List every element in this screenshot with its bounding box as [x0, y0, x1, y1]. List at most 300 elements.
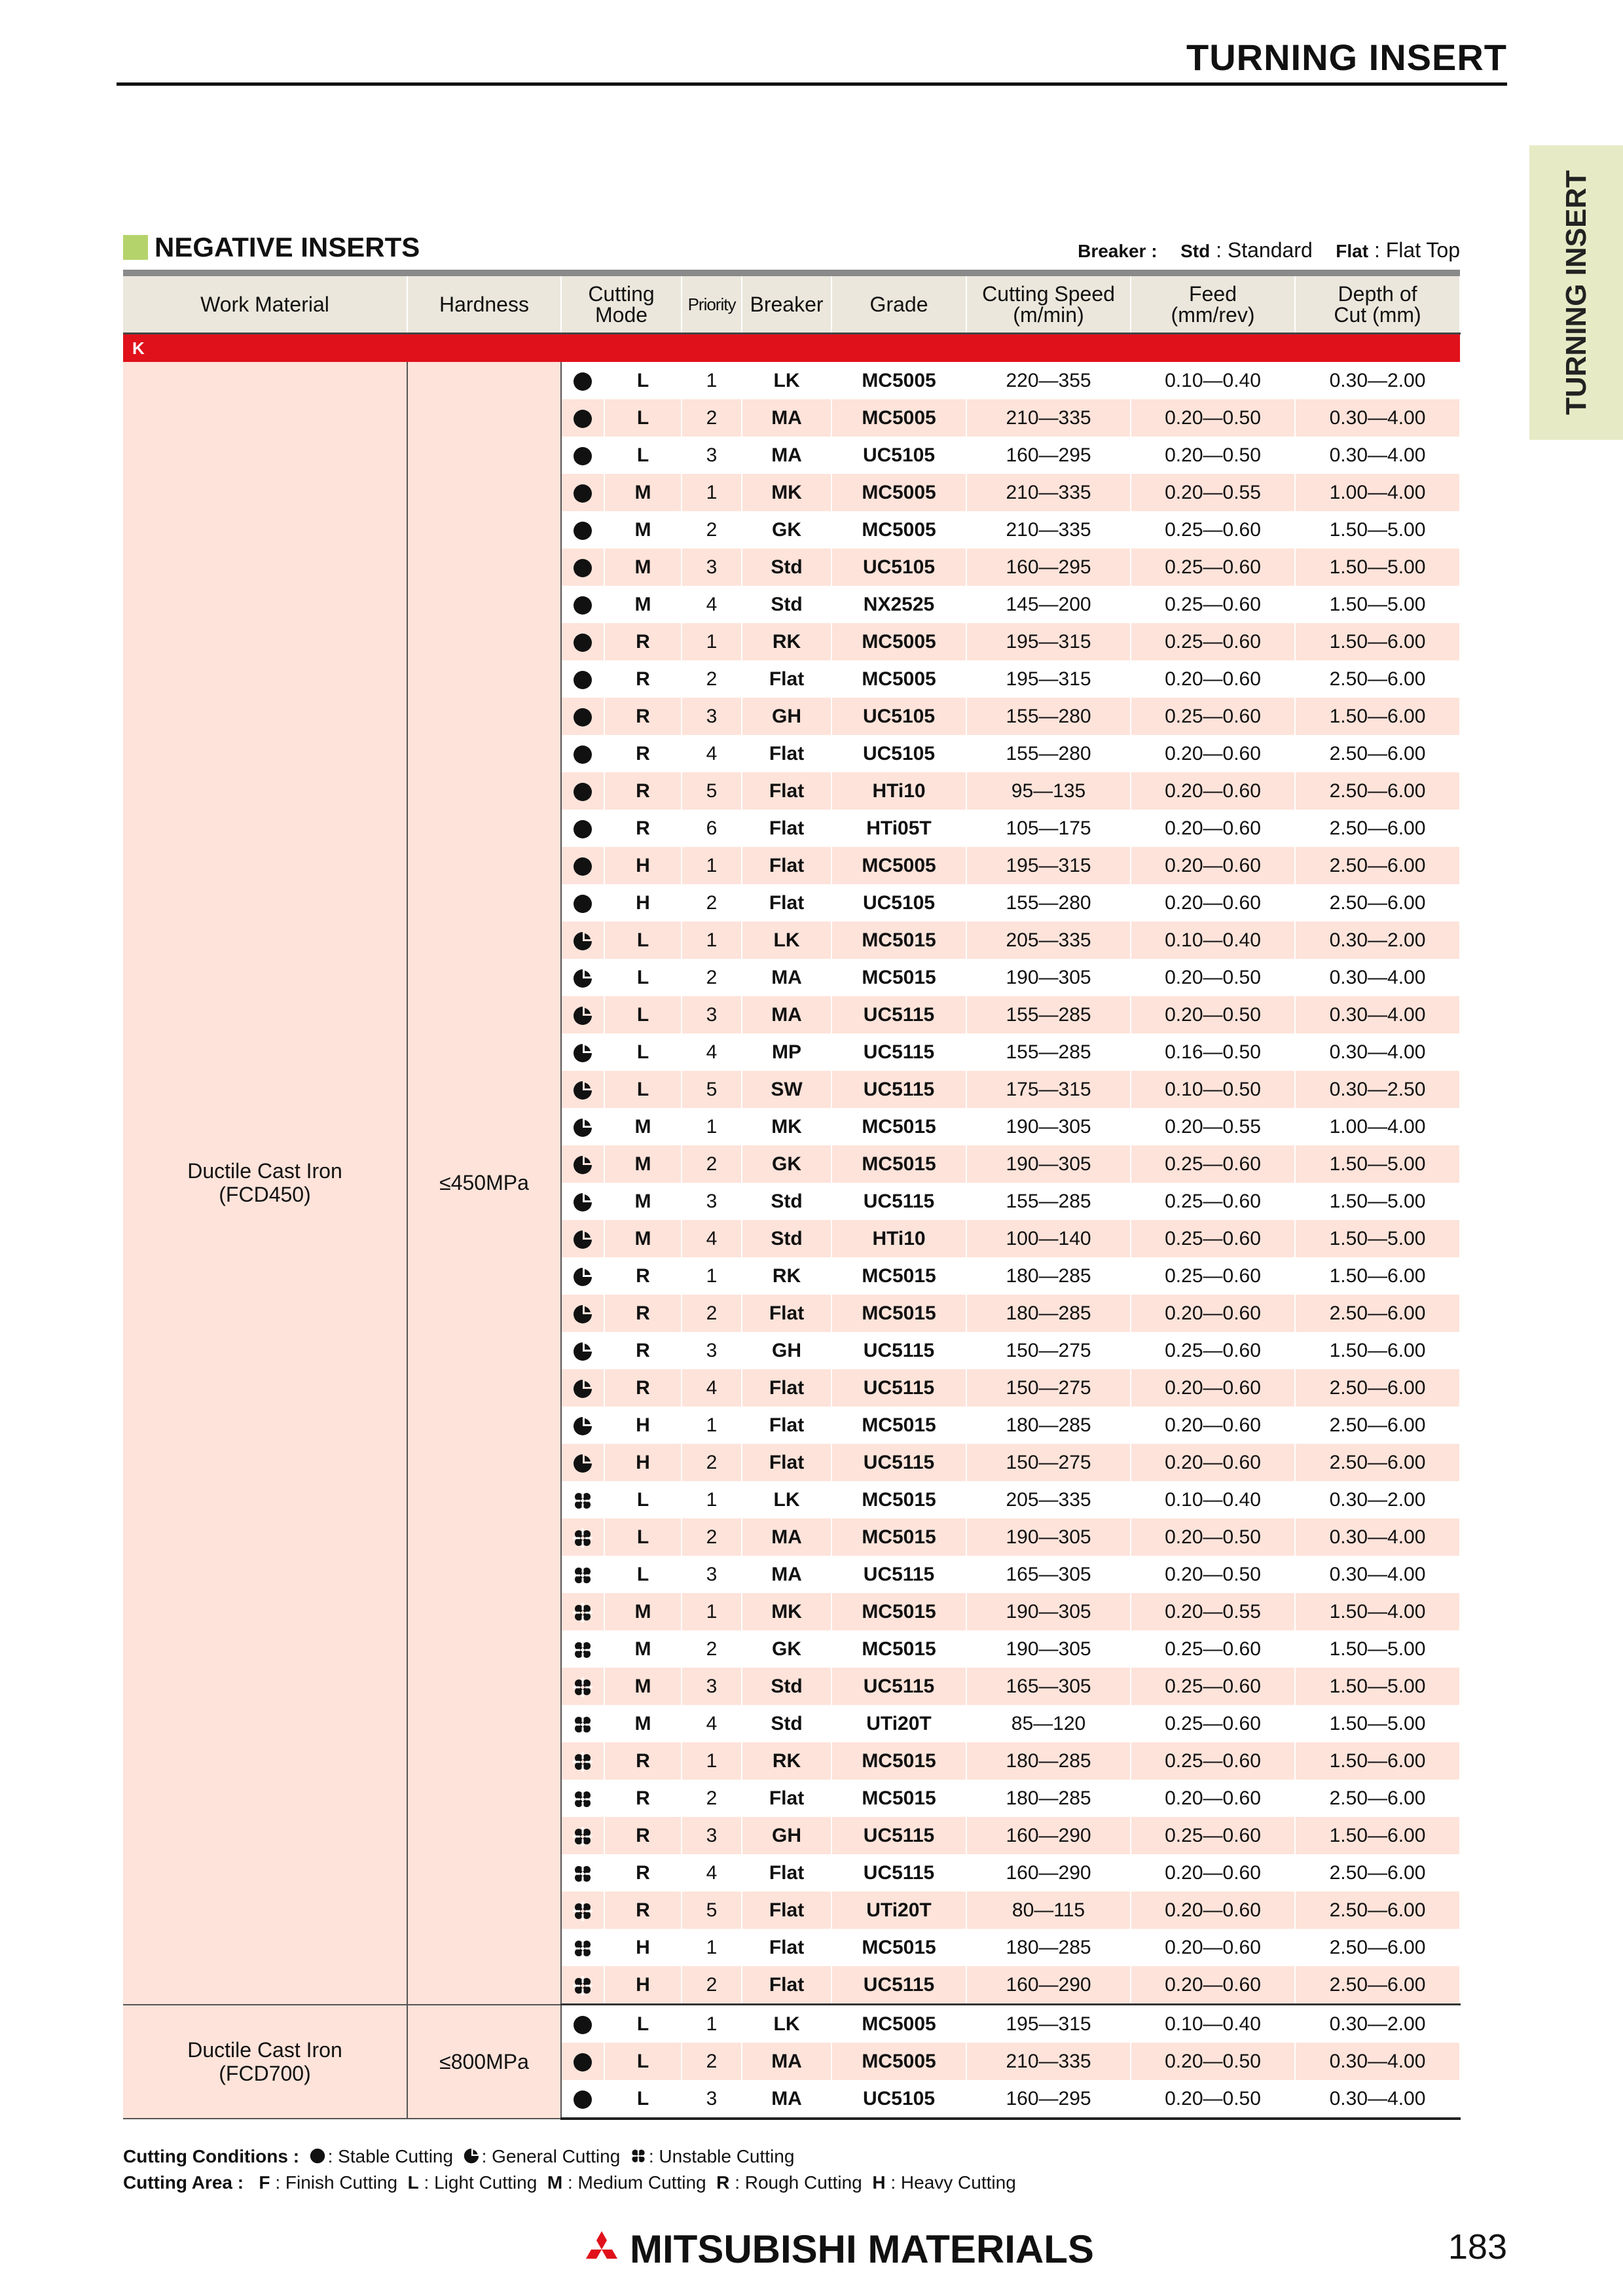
breaker-cell: Flat — [742, 772, 831, 810]
feed-cell: 0.20—0.50 — [1131, 437, 1295, 474]
cutting-speed-cell: 210—335 — [966, 474, 1131, 511]
feed-cell: 0.20—0.55 — [1131, 1593, 1295, 1630]
cutting-speed-cell: 210—335 — [966, 511, 1131, 548]
priority-cell: 4 — [682, 1369, 742, 1407]
priority-cell: 2 — [682, 1630, 742, 1668]
feed-cell: 0.25—0.60 — [1131, 698, 1295, 735]
cutting-speed-cell: 160—290 — [966, 1817, 1131, 1854]
depth-of-cut-cell: 1.50—5.00 — [1295, 548, 1460, 586]
grade-cell: UC5105 — [831, 548, 966, 586]
breaker-cell: Std — [742, 1183, 831, 1220]
depth-of-cut-cell: 1.50—5.00 — [1295, 511, 1460, 548]
medium-text: : Medium Cutting — [567, 2172, 706, 2193]
side-tab-label: TURNING INSERT — [1559, 170, 1592, 415]
unstable-cutting-icon — [573, 1901, 593, 1921]
grade-cell: UC5115 — [831, 1556, 966, 1593]
condition-icon-cell — [561, 2043, 604, 2080]
depth-of-cut-cell: 1.50—4.00 — [1295, 1593, 1460, 1630]
grade-cell: MC5005 — [831, 2005, 966, 2043]
general-cutting-icon — [573, 1230, 593, 1249]
col-cutting-mode: Cutting Mode — [561, 276, 682, 334]
depth-of-cut-cell: 1.50—6.00 — [1295, 1742, 1460, 1780]
depth-of-cut-cell: 0.30—2.00 — [1295, 922, 1460, 959]
grade-cell: MC5005 — [831, 511, 966, 548]
grade-cell: HTi05T — [831, 810, 966, 847]
feed-cell: 0.20—0.50 — [1131, 1518, 1295, 1556]
condition-icon-cell — [561, 1183, 604, 1220]
cutting-area-cell: L — [604, 362, 682, 399]
condition-icon-cell — [561, 586, 604, 623]
unstable-cutting-text: : Unstable Cutting — [648, 2146, 795, 2166]
breaker-cell: MA — [742, 1518, 831, 1556]
priority-cell: 1 — [682, 1929, 742, 1966]
cutting-area-cell: M — [604, 474, 682, 511]
condition-icon-cell — [561, 474, 604, 511]
breaker-cell: Flat — [742, 735, 831, 772]
cutting-speed-cell: 190—305 — [966, 1518, 1131, 1556]
hardness-cell: ≤800MPa — [407, 2005, 561, 2119]
grade-cell: UC5115 — [831, 996, 966, 1033]
priority-cell: 1 — [682, 1257, 742, 1295]
priority-cell: 3 — [682, 1183, 742, 1220]
breaker-cell: MP — [742, 1033, 831, 1071]
cutting-area-cell: H — [604, 884, 682, 922]
stable-cutting-icon — [573, 2015, 593, 2035]
section-title: NEGATIVE INSERTS — [155, 232, 420, 262]
stable-cutting-icon — [573, 521, 593, 541]
breaker-cell: Flat — [742, 1854, 831, 1892]
feed-cell: 0.20—0.55 — [1131, 1108, 1295, 1145]
breaker-cell: Std — [742, 586, 831, 623]
grade-cell: UC5115 — [831, 1854, 966, 1892]
feed-cell: 0.20—0.60 — [1131, 1929, 1295, 1966]
cutting-area-cell: R — [604, 660, 682, 698]
grade-cell: MC5015 — [831, 1742, 966, 1780]
depth-of-cut-cell: 1.50—5.00 — [1295, 1220, 1460, 1257]
breaker-cell: GH — [742, 698, 831, 735]
stable-cutting-icon — [573, 596, 593, 615]
col-breaker: Breaker — [742, 276, 831, 334]
grade-cell: MC5015 — [831, 959, 966, 996]
stable-cutting-text: : Stable Cutting — [327, 2146, 454, 2166]
breaker-cell: GK — [742, 1145, 831, 1183]
category-k-bar: K — [123, 334, 1460, 363]
section-heading — [123, 232, 420, 262]
cutting-area-cell: H — [604, 847, 682, 884]
depth-of-cut-cell: 2.50—6.00 — [1295, 847, 1460, 884]
grade-cell: NX2525 — [831, 586, 966, 623]
grade-cell: MC5015 — [831, 1295, 966, 1332]
cutting-speed-cell: 155—285 — [966, 1183, 1131, 1220]
condition-icon-cell — [561, 1817, 604, 1854]
stable-cutting-icon — [573, 372, 593, 391]
unstable-cutting-icon — [573, 1491, 593, 1511]
feed-cell: 0.20—0.60 — [1131, 1966, 1295, 2005]
depth-of-cut-cell: 0.30—2.00 — [1295, 362, 1460, 399]
general-cutting-icon — [573, 1454, 593, 1473]
grade-cell: UC5115 — [831, 1444, 966, 1481]
cutting-area-cell: L — [604, 1556, 682, 1593]
cutting-speed-cell: 145—200 — [966, 586, 1131, 623]
feed-cell: 0.25—0.60 — [1131, 1332, 1295, 1369]
cutting-speed-cell: 80—115 — [966, 1892, 1131, 1929]
grade-cell: MC5015 — [831, 1630, 966, 1668]
cutting-area-cell: L — [604, 2005, 682, 2043]
area-label: Cutting Area : — [123, 2172, 244, 2193]
cutting-speed-cell: 155—280 — [966, 884, 1131, 922]
cutting-speed-cell: 85—120 — [966, 1705, 1131, 1742]
depth-of-cut-cell: 0.30—4.00 — [1295, 2043, 1460, 2080]
depth-of-cut-cell: 1.50—5.00 — [1295, 1705, 1460, 1742]
cutting-speed-cell: 190—305 — [966, 1630, 1131, 1668]
cutting-speed-cell: 195—315 — [966, 660, 1131, 698]
priority-cell: 3 — [682, 1556, 742, 1593]
general-cutting-icon — [573, 1006, 593, 1026]
breaker-label: Breaker : — [1078, 241, 1158, 261]
cutting-area-cell: L — [604, 2043, 682, 2080]
unstable-cutting-icon — [573, 1528, 593, 1548]
general-cutting-icon — [573, 1193, 593, 1212]
general-cutting-icon — [573, 1342, 593, 1361]
condition-icon-cell — [561, 1369, 604, 1407]
feed-cell: 0.25—0.60 — [1131, 548, 1295, 586]
conditions-label: Cutting Conditions : — [123, 2146, 300, 2166]
three-diamonds-icon — [581, 2231, 622, 2268]
grade-cell: MC5015 — [831, 1407, 966, 1444]
stable-cutting-icon — [573, 708, 593, 727]
condition-icon-cell — [561, 660, 604, 698]
stable-cutting-icon — [573, 409, 593, 429]
priority-cell: 3 — [682, 1817, 742, 1854]
finish-text: : Finish Cutting — [275, 2172, 398, 2193]
table-row — [123, 362, 1460, 399]
condition-icon-cell — [561, 1108, 604, 1145]
grade-cell: UTi20T — [831, 1705, 966, 1742]
cutting-speed-cell: 180—285 — [966, 1407, 1131, 1444]
breaker-cell: LK — [742, 2005, 831, 2043]
grade-cell: HTi10 — [831, 1220, 966, 1257]
depth-of-cut-cell: 2.50—6.00 — [1295, 884, 1460, 922]
cutting-area-cell: M — [604, 548, 682, 586]
grade-cell: UC5105 — [831, 884, 966, 922]
depth-of-cut-cell: 0.30—4.00 — [1295, 1556, 1460, 1593]
unstable-cutting-icon — [573, 1677, 593, 1697]
cutting-speed-cell: 195—315 — [966, 623, 1131, 660]
depth-of-cut-cell: 0.30—2.50 — [1295, 1071, 1460, 1108]
cutting-area-cell: M — [604, 1630, 682, 1668]
cutting-area-cell: M — [604, 586, 682, 623]
grade-cell: HTi10 — [831, 772, 966, 810]
condition-icon-cell — [561, 1929, 604, 1966]
cutting-speed-cell: 160—290 — [966, 1854, 1131, 1892]
cutting-area-cell: H — [604, 1444, 682, 1481]
feed-cell: 0.25—0.60 — [1131, 1705, 1295, 1742]
col-cutting-speed: Cutting Speed (m/min) — [966, 276, 1131, 334]
condition-icon-cell — [561, 548, 604, 586]
cutting-area-cell: R — [604, 1257, 682, 1295]
depth-of-cut-cell: 1.00—4.00 — [1295, 474, 1460, 511]
feed-cell: 0.10—0.40 — [1131, 922, 1295, 959]
unstable-cutting-icon — [573, 1640, 593, 1660]
unstable-cutting-icon — [573, 1566, 593, 1585]
cutting-area-cell: L — [604, 996, 682, 1033]
cutting-speed-cell: 220—355 — [966, 362, 1131, 399]
cutting-speed-cell: 180—285 — [966, 1257, 1131, 1295]
cutting-area-cell: R — [604, 1854, 682, 1892]
cutting-speed-cell: 160—295 — [966, 2080, 1131, 2119]
general-cutting-icon — [573, 1118, 593, 1138]
cutting-speed-cell: 210—335 — [966, 399, 1131, 437]
cutting-speed-cell: 195—315 — [966, 847, 1131, 884]
heavy-abbr: H — [872, 2172, 886, 2193]
cutting-speed-cell: 205—335 — [966, 1481, 1131, 1518]
breaker-cell: Std — [742, 1220, 831, 1257]
breaker-cell: GH — [742, 1817, 831, 1854]
grade-cell: MC5005 — [831, 847, 966, 884]
condition-icon-cell — [561, 810, 604, 847]
breaker-cell: MA — [742, 959, 831, 996]
depth-of-cut-cell: 2.50—6.00 — [1295, 810, 1460, 847]
feed-cell: 0.20—0.60 — [1131, 1369, 1295, 1407]
depth-of-cut-cell: 0.30—4.00 — [1295, 1033, 1460, 1071]
page-number: 183 — [1448, 2227, 1507, 2267]
condition-icon-cell — [561, 959, 604, 996]
stable-cutting-icon — [573, 670, 593, 690]
page-title: TURNING INSERT — [1186, 37, 1507, 78]
priority-cell: 4 — [682, 1854, 742, 1892]
depth-of-cut-cell: 0.30—2.00 — [1295, 2005, 1460, 2043]
general-cutting-icon — [573, 1155, 593, 1175]
condition-icon-cell — [561, 1854, 604, 1892]
finish-abbr: F — [259, 2172, 270, 2193]
section-marker-icon — [123, 235, 148, 260]
depth-of-cut-cell: 1.00—4.00 — [1295, 1108, 1460, 1145]
stable-cutting-icon — [573, 894, 593, 914]
priority-cell: 4 — [682, 586, 742, 623]
grade-cell: MC5015 — [831, 1108, 966, 1145]
priority-cell: 3 — [682, 698, 742, 735]
feed-cell: 0.25—0.60 — [1131, 1817, 1295, 1854]
breaker-cell: Std — [742, 1668, 831, 1705]
cutting-area-cell: M — [604, 1220, 682, 1257]
cutting-area-cell: M — [604, 1705, 682, 1742]
breaker-cell: MA — [742, 2080, 831, 2119]
breaker-cell: MA — [742, 2043, 831, 2080]
condition-icon-cell — [561, 772, 604, 810]
cutting-speed-cell: 105—175 — [966, 810, 1131, 847]
cutting-speed-cell: 210—335 — [966, 2043, 1131, 2080]
priority-cell: 1 — [682, 1407, 742, 1444]
feed-cell: 0.25—0.60 — [1131, 1145, 1295, 1183]
cutting-speed-cell: 180—285 — [966, 1742, 1131, 1780]
cutting-speed-cell: 180—285 — [966, 1929, 1131, 1966]
depth-of-cut-cell: 0.30—4.00 — [1295, 437, 1460, 474]
grade-cell: MC5005 — [831, 660, 966, 698]
grade-cell: MC5015 — [831, 1929, 966, 1966]
breaker-cell: MA — [742, 996, 831, 1033]
feed-cell: 0.20—0.50 — [1131, 2080, 1295, 2119]
cutting-area-cell: M — [604, 1108, 682, 1145]
stable-cutting-icon — [573, 857, 593, 876]
feed-cell: 0.20—0.60 — [1131, 1444, 1295, 1481]
cutting-area-cell: R — [604, 735, 682, 772]
feed-cell: 0.25—0.60 — [1131, 1257, 1295, 1295]
feed-cell: 0.20—0.60 — [1131, 735, 1295, 772]
depth-of-cut-cell: 2.50—6.00 — [1295, 660, 1460, 698]
priority-cell: 2 — [682, 2043, 742, 2080]
cutting-area-cell: H — [604, 1929, 682, 1966]
side-tab[interactable] — [1529, 145, 1623, 440]
grade-cell: UC5105 — [831, 698, 966, 735]
breaker-cell: RK — [742, 1742, 831, 1780]
grade-cell: MC5005 — [831, 2043, 966, 2080]
breaker-cell: MK — [742, 1108, 831, 1145]
unstable-cutting-icon — [573, 1715, 593, 1734]
cutting-area-cell: R — [604, 698, 682, 735]
depth-of-cut-cell: 0.30—4.00 — [1295, 399, 1460, 437]
grade-cell: MC5015 — [831, 1257, 966, 1295]
depth-of-cut-cell: 1.50—6.00 — [1295, 623, 1460, 660]
table-body — [123, 334, 1460, 2119]
condition-icon-cell — [561, 623, 604, 660]
condition-icon-cell — [561, 437, 604, 474]
flat-text: : Flat Top — [1374, 238, 1460, 262]
priority-cell: 2 — [682, 511, 742, 548]
depth-of-cut-cell: 2.50—6.00 — [1295, 1407, 1460, 1444]
depth-of-cut-cell: 0.30—2.00 — [1295, 1481, 1460, 1518]
priority-cell: 1 — [682, 1481, 742, 1518]
breaker-cell: RK — [742, 623, 831, 660]
cutting-speed-cell: 165—305 — [966, 1668, 1131, 1705]
cutting-speed-cell: 160—295 — [966, 548, 1131, 586]
priority-cell: 5 — [682, 1071, 742, 1108]
grade-cell: MC5015 — [831, 922, 966, 959]
cutting-area-cell: L — [604, 1481, 682, 1518]
feed-cell: 0.10—0.40 — [1131, 362, 1295, 399]
stable-cutting-icon — [573, 2090, 593, 2109]
priority-cell: 1 — [682, 922, 742, 959]
grade-cell: UC5105 — [831, 437, 966, 474]
condition-icon-cell — [561, 2005, 604, 2043]
rough-text: : Rough Cutting — [735, 2172, 862, 2193]
unstable-cutting-icon — [630, 2145, 646, 2170]
stable-cutting-icon — [573, 558, 593, 578]
general-cutting-icon — [573, 1267, 593, 1287]
grade-cell: MC5015 — [831, 1593, 966, 1630]
breaker-cell: LK — [742, 362, 831, 399]
cutting-speed-cell: 160—290 — [966, 1966, 1131, 2005]
breaker-cell: MA — [742, 399, 831, 437]
col-grade: Grade — [831, 276, 966, 334]
grade-cell: UC5115 — [831, 1071, 966, 1108]
condition-icon-cell — [561, 1556, 604, 1593]
cutting-area-cell: L — [604, 2080, 682, 2119]
material-name: Ductile Cast Iron — [187, 2037, 342, 2062]
feed-cell: 0.10—0.50 — [1131, 1071, 1295, 1108]
feed-cell: 0.25—0.60 — [1131, 1742, 1295, 1780]
breaker-cell: Std — [742, 1705, 831, 1742]
feed-cell: 0.20—0.60 — [1131, 847, 1295, 884]
material-grade: (FCD700) — [219, 2061, 311, 2085]
cutting-speed-cell: 205—335 — [966, 922, 1131, 959]
depth-of-cut-cell: 2.50—6.00 — [1295, 1295, 1460, 1332]
cutting-area-cell: M — [604, 511, 682, 548]
std-text: : Standard — [1216, 238, 1313, 262]
breaker-cell: Flat — [742, 1780, 831, 1817]
cutting-area-cell: M — [604, 1593, 682, 1630]
cutting-area-cell: R — [604, 1817, 682, 1854]
grade-cell: UTi20T — [831, 1892, 966, 1929]
cutting-conditions-legend — [123, 2144, 1016, 2170]
cutting-area-cell: L — [604, 1071, 682, 1108]
grade-cell: MC5005 — [831, 474, 966, 511]
general-cutting-icon — [573, 1379, 593, 1399]
cutting-speed-cell: 180—285 — [966, 1780, 1131, 1817]
depth-of-cut-cell: 0.30—4.00 — [1295, 996, 1460, 1033]
cutting-speed-cell: 190—305 — [966, 959, 1131, 996]
grade-cell: MC5005 — [831, 399, 966, 437]
work-material-cell — [123, 2005, 407, 2119]
feed-cell: 0.20—0.50 — [1131, 959, 1295, 996]
priority-cell: 5 — [682, 1892, 742, 1929]
grade-cell: UC5115 — [831, 1332, 966, 1369]
table-row — [123, 2005, 1460, 2043]
cutting-speed-cell: 155—280 — [966, 735, 1131, 772]
feed-cell: 0.20—0.60 — [1131, 1854, 1295, 1892]
general-cutting-text: : General Cutting — [481, 2146, 621, 2166]
condition-icon-cell — [561, 399, 604, 437]
depth-of-cut-cell: 2.50—6.00 — [1295, 1892, 1460, 1929]
cutting-area-cell: R — [604, 1742, 682, 1780]
priority-cell: 1 — [682, 847, 742, 884]
grade-cell: MC5015 — [831, 1145, 966, 1183]
condition-icon-cell — [561, 884, 604, 922]
general-cutting-icon — [573, 1416, 593, 1436]
breaker-cell: Flat — [742, 1892, 831, 1929]
grade-cell: UC5115 — [831, 1966, 966, 2005]
depth-of-cut-cell: 0.30—4.00 — [1295, 1518, 1460, 1556]
condition-icon-cell — [561, 1295, 604, 1332]
condition-icon-cell — [561, 1145, 604, 1183]
priority-cell: 2 — [682, 1295, 742, 1332]
cutting-speed-cell: 190—305 — [966, 1108, 1131, 1145]
condition-icon-cell — [561, 847, 604, 884]
col-depth-of-cut: Depth of Cut (mm) — [1295, 276, 1460, 334]
feed-cell: 0.20—0.60 — [1131, 810, 1295, 847]
priority-cell: 4 — [682, 1033, 742, 1071]
stable-cutting-icon — [573, 633, 593, 653]
breaker-cell: LK — [742, 922, 831, 959]
grade-cell: UC5105 — [831, 735, 966, 772]
condition-icon-cell — [561, 1444, 604, 1481]
priority-cell: 6 — [682, 810, 742, 847]
feed-cell: 0.20—0.60 — [1131, 1892, 1295, 1929]
condition-icon-cell — [561, 735, 604, 772]
depth-of-cut-cell: 1.50—5.00 — [1295, 586, 1460, 623]
breaker-cell: Flat — [742, 884, 831, 922]
breaker-cell: GK — [742, 1630, 831, 1668]
col-hardness: Hardness — [407, 276, 561, 334]
table-top-bar — [123, 270, 1460, 276]
condition-icon-cell — [561, 1630, 604, 1668]
cutting-area-cell: L — [604, 1033, 682, 1071]
cutting-area-cell: L — [604, 437, 682, 474]
stable-cutting-icon — [573, 745, 593, 764]
depth-of-cut-cell: 1.50—6.00 — [1295, 1257, 1460, 1295]
depth-of-cut-cell: 1.50—5.00 — [1295, 1668, 1460, 1705]
cutting-area-cell: R — [604, 772, 682, 810]
condition-icon-cell — [561, 1332, 604, 1369]
